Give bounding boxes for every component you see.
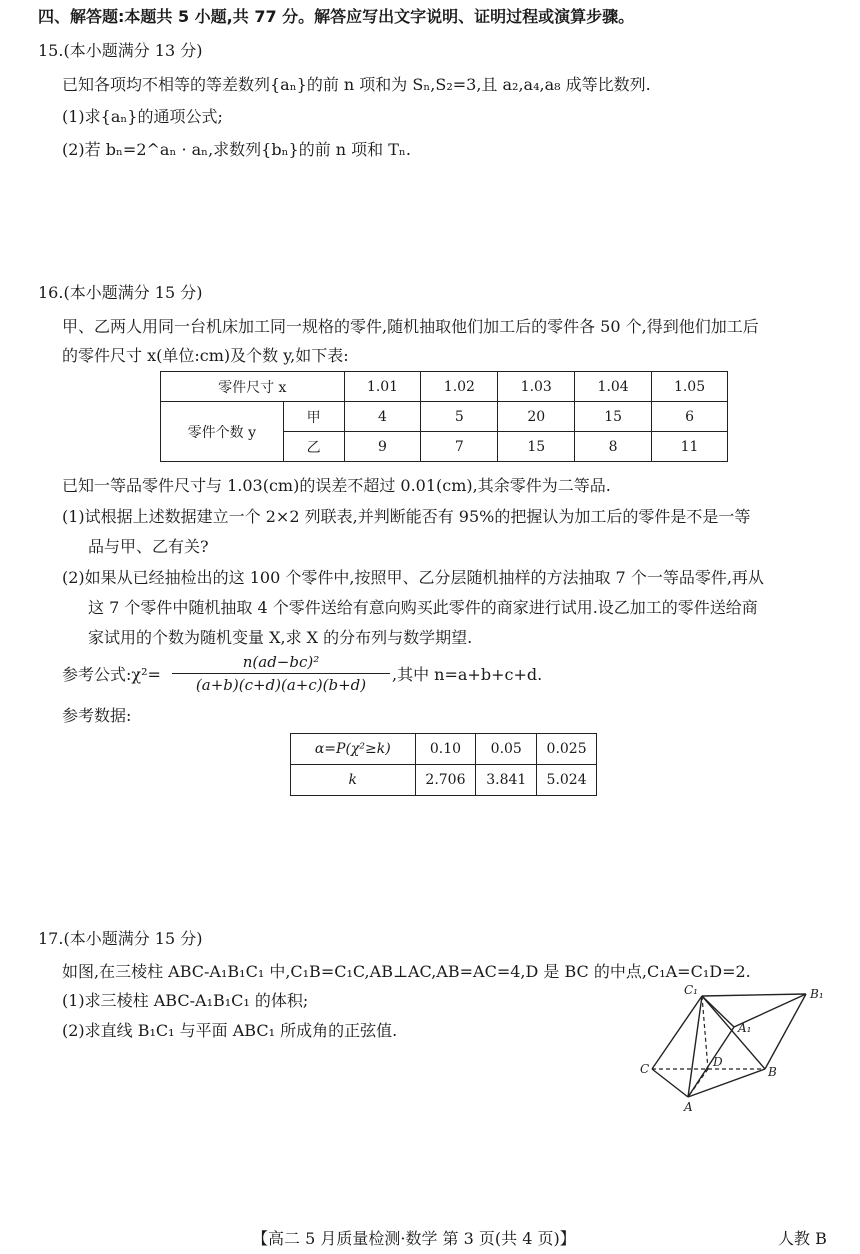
label-a1: A₁ <box>738 1021 752 1035</box>
prism-figure <box>630 980 830 1115</box>
edge-a-b <box>688 1069 765 1097</box>
q15-stem: 已知各项均不相等的等差数列{aₙ}的前 n 项和为 Sₙ,S₂=3,且 a₂,a₄,a₈ 成等比数列. <box>62 75 651 94</box>
q16-stem-line1: 甲、乙两人用同一台机床加工同一规格的零件,随机抽取他们加工后的零件各 50 个,得到他们加工后 <box>62 317 759 336</box>
size-header: 零件尺寸 x <box>161 372 345 402</box>
section-header: 四、解答题:本题共 5 小题,共 77 分。解答应写出文字说明、证明过程或演算步骤。 <box>38 7 635 26</box>
formula-numerator: n(ad−bc)² <box>242 653 320 671</box>
q16-part1-line1: (1)试根据上述数据建立一个 2×2 列联表,并判断能否有 95%的把握认为加工后的零件是不是一等 <box>62 507 751 526</box>
table-cell: 20 <box>498 402 575 432</box>
ref-data-label: 参考数据: <box>62 706 132 725</box>
table-row <box>161 372 728 402</box>
table-cell: 15 <box>498 432 575 462</box>
table-cell: 0.05 <box>476 734 537 765</box>
ref-data-table <box>290 733 597 796</box>
table-cell: 8 <box>575 432 652 462</box>
table-row <box>161 402 728 432</box>
edge-c-a <box>652 1069 688 1097</box>
edge-b1-b <box>765 994 806 1069</box>
table-cell: 5 <box>421 402 498 432</box>
table-cell: 0.025 <box>537 734 597 765</box>
label-b: B <box>768 1065 777 1079</box>
q16-part2-line3: 家试用的个数为随机变量 X,求 X 的分布列与数学期望. <box>88 628 473 647</box>
q16-part1-line2: 品与甲、乙有关? <box>88 537 209 556</box>
formula-tail: ,其中 n=a+b+c+d. <box>392 665 543 684</box>
table-cell: 7 <box>421 432 498 462</box>
edge-c1-c <box>652 996 702 1069</box>
table-cell: 1.02 <box>421 372 498 402</box>
table-row <box>291 734 597 765</box>
label-b1: B₁ <box>810 987 824 1001</box>
q16-stem-line2: 的零件尺寸 x(单位:cm)及个数 y,如下表: <box>62 346 349 365</box>
q15-title: 15.(本小题满分 13 分) <box>38 41 203 60</box>
table-cell: 11 <box>652 432 728 462</box>
table-row <box>291 765 597 796</box>
q16-parts-table <box>160 371 728 462</box>
formula-label: 参考公式:χ²= <box>62 665 161 684</box>
q16-part2-line2: 这 7 个零件中随机抽取 4 个零件送给有意向购买此零件的商家进行试用.设乙加工的零件送给商 <box>88 598 758 617</box>
table-cell: 4 <box>344 402 421 432</box>
label-a: A <box>684 1100 693 1114</box>
table-cell: 0.10 <box>415 734 476 765</box>
label-c: C <box>640 1062 650 1076</box>
q16-part2-line1: (2)如果从已经抽检出的这 100 个零件中,按照甲、乙分层随机抽样的方法抽取 7 个一等品零件,再从 <box>62 568 764 587</box>
footer-right: 人教 B <box>778 1229 827 1248</box>
edge-c1-b <box>702 996 765 1069</box>
table-cell: 15 <box>575 402 652 432</box>
label-c1: C₁ <box>684 983 698 997</box>
table-cell: 5.024 <box>537 765 597 796</box>
q15-part2: (2)若 bₙ=2^aₙ · aₙ,求数列{bₙ}的前 n 项和 Tₙ. <box>62 140 411 159</box>
table-cell: 9 <box>344 432 421 462</box>
table-cell: 3.841 <box>476 765 537 796</box>
alpha-header: α=P(χ²≥k) <box>291 734 416 765</box>
edge-c1-b1 <box>702 994 806 996</box>
table-cell: 2.706 <box>415 765 476 796</box>
q16-title: 16.(本小题满分 15 分) <box>38 283 203 302</box>
table-cell: 1.01 <box>344 372 421 402</box>
q17-stem: 如图,在三棱柱 ABC-A₁B₁C₁ 中,C₁B=C₁C,AB⊥AC,AB=AC=4,D 是 BC 的中点,C₁A=C₁D=2. <box>62 962 751 981</box>
q17-part1: (1)求三棱柱 ABC-A₁B₁C₁ 的体积; <box>62 991 309 1010</box>
edge-c1-d-hidden <box>702 996 708 1069</box>
q16-note: 已知一等品零件尺寸与 1.03(cm)的误差不超过 0.01(cm),其余零件为二等品. <box>62 476 611 495</box>
edge-c1-a <box>688 996 702 1097</box>
table-cell: 1.04 <box>575 372 652 402</box>
formula-denominator: (a+b)(c+d)(a+c)(b+d) <box>195 676 367 694</box>
row-label-a: 甲 <box>283 402 344 432</box>
row-label-b: 乙 <box>283 432 344 462</box>
q17-part2: (2)求直线 B₁C₁ 与平面 ABC₁ 所成角的正弦值. <box>62 1021 398 1040</box>
q17-title: 17.(本小题满分 15 分) <box>38 929 203 948</box>
label-d: D <box>713 1055 723 1069</box>
table-cell: 6 <box>652 402 728 432</box>
footer-center: 【高二 5 月质量检测·数学 第 3 页(共 4 页)】 <box>252 1229 576 1248</box>
table-cell: 1.03 <box>498 372 575 402</box>
k-header: k <box>291 765 416 796</box>
formula-fraction-bar <box>172 673 390 674</box>
count-header: 零件个数 y <box>161 402 284 462</box>
q15-part1: (1)求{aₙ}的通项公式; <box>62 107 223 126</box>
table-cell: 1.05 <box>652 372 728 402</box>
